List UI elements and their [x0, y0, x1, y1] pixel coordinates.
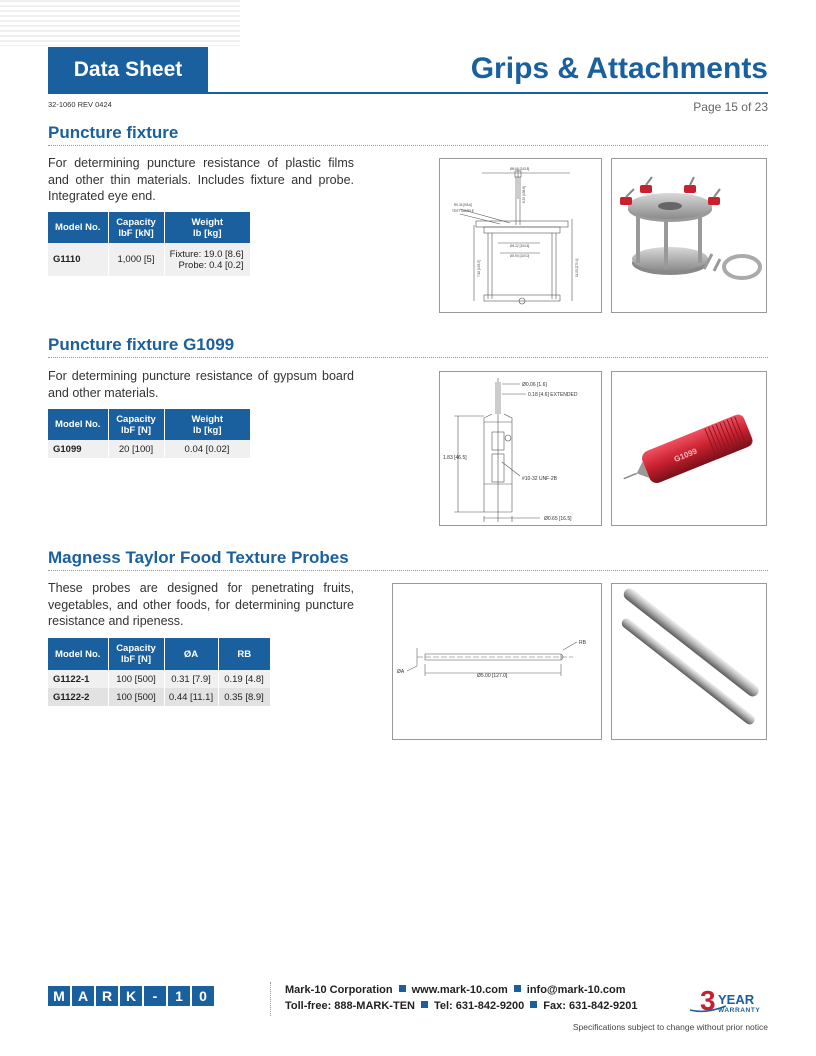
svg-text:Ø0.65 [16.5]: Ø0.65 [16.5] [544, 516, 572, 522]
svg-text:ØA: ØA [397, 669, 405, 675]
probe-g1099-photo [611, 371, 767, 526]
svg-text:1.83 [46.5]: 1.83 [46.5] [443, 455, 467, 461]
footer-separator [270, 982, 271, 1016]
puncture-fixture-drawing [439, 158, 602, 313]
website-link[interactable]: www.mark-10.com [411, 984, 508, 996]
table-row: G1110 1,000 [5] Fixture: 19.0 [8.6] Probe: 0.4 [0.2] [48, 243, 250, 276]
svg-text:#10-32 UNF-2B: #10-32 UNF-2B [522, 476, 558, 482]
section-divider [48, 570, 768, 571]
food-texture-probe-drawing [392, 583, 602, 740]
svg-text:7.62 [193.5]: 7.62 [193.5] [477, 260, 481, 277]
col-header: ØA [164, 638, 218, 670]
svg-text:YEAR: YEAR [718, 992, 755, 1007]
spec-table [48, 638, 271, 706]
data-sheet-badge: Data Sheet [48, 47, 208, 93]
section-description: These probes are designed for penetrating fruits, vegetables, and other foods, for determining puncture resistance and ripeness. [48, 581, 354, 628]
table-row: G1122-2 100 [500] 0.44 [11.1] 0.35 [8.9] [48, 688, 270, 706]
svg-text:RB: RB [579, 640, 586, 646]
warranty-badge [686, 984, 768, 1016]
svg-text:3: 3 [700, 985, 716, 1016]
email-link[interactable]: info@mark-10.com [526, 984, 626, 996]
footer-contact-line [285, 984, 626, 996]
svg-text:Ø9.60 [243.8]: Ø9.60 [243.8] [510, 167, 530, 171]
revision-number: 32-1060 REV 0424 [48, 100, 112, 109]
tel-number: Tel: 631-842-9200 [433, 1000, 525, 1012]
svg-text:R0.34 [R8.6]: R0.34 [R8.6] [454, 203, 472, 207]
svg-text:Ø3.94 [100.0]: Ø3.94 [100.0] [510, 254, 530, 258]
col-header: Weight lb [kg] [164, 409, 250, 440]
puncture-fixture-photo [611, 158, 767, 313]
mark-10-logo: M A R K - 1 0 [48, 986, 214, 1006]
col-header: Capacity lbF [N] [108, 638, 164, 670]
fax-number: Fax: 631-842-9201 [543, 1000, 638, 1012]
section-title: Magness Taylor Food Texture Probes [48, 548, 349, 567]
section-divider [48, 145, 768, 146]
footer-phone-line [285, 1000, 637, 1012]
svg-text:Ø5.00 [127.0]: Ø5.00 [127.0] [477, 673, 508, 679]
table-row: G1122-1 100 [500] 0.31 [7.9] 0.19 [4.8] [48, 670, 270, 688]
specifications-note: Specifications subject to change without prior notice [572, 1022, 768, 1032]
col-header: Model No. [48, 638, 108, 670]
svg-text:WARRANTY: WARRANTY [718, 1007, 761, 1014]
document-title: Grips & Attachments [470, 52, 768, 85]
svg-text:0.18 [4.6] EXTENDED: 0.18 [4.6] EXTENDED [528, 392, 578, 398]
spec-table [48, 409, 251, 458]
svg-text:Ø0.06 [1.6]: Ø0.06 [1.6] [522, 382, 547, 388]
company-name: Mark-10 Corporation [285, 984, 393, 996]
section-description: For determining puncture resistance of gypsum board and other materials. [48, 369, 354, 400]
svg-text:6.25 [158.8]: 6.25 [158.8] [522, 186, 526, 203]
col-header: Model No. [48, 212, 108, 243]
section-divider [48, 357, 768, 358]
col-header: Weight lb [kg] [164, 212, 250, 243]
spec-table [48, 212, 251, 276]
section-title: Puncture fixture [48, 123, 179, 142]
tollfree-number: Toll-free: 888-MARK-TEN [285, 1000, 415, 1012]
svg-text:G1099: G1099 [672, 446, 699, 464]
header-stripes [0, 0, 240, 46]
table-row: G1099 20 [100] 0.04 [0.02] [48, 440, 250, 458]
svg-text:Ø4.12 [104.6]: Ø4.12 [104.6] [510, 244, 530, 248]
food-texture-probe-photo [611, 583, 767, 740]
section-description: For determining puncture resistance of plastic films and other thin materials. Includes fixture and probe. Integrated eye end. [48, 156, 354, 203]
col-header: Model No. [48, 409, 108, 440]
section-title: Puncture fixture G1099 [48, 335, 235, 354]
col-header: Capacity lbF [N] [108, 409, 164, 440]
svg-text:TEST SAMPLE: TEST SAMPLE [452, 209, 474, 213]
col-header: RB [218, 638, 270, 670]
svg-text:11.00 [279.4]: 11.00 [279.4] [575, 258, 579, 277]
probe-g1099-drawing [439, 371, 602, 526]
col-header: Capacity lbF [kN] [108, 212, 164, 243]
header-rule [48, 92, 768, 94]
page-number: Page 15 of 23 [693, 100, 768, 114]
